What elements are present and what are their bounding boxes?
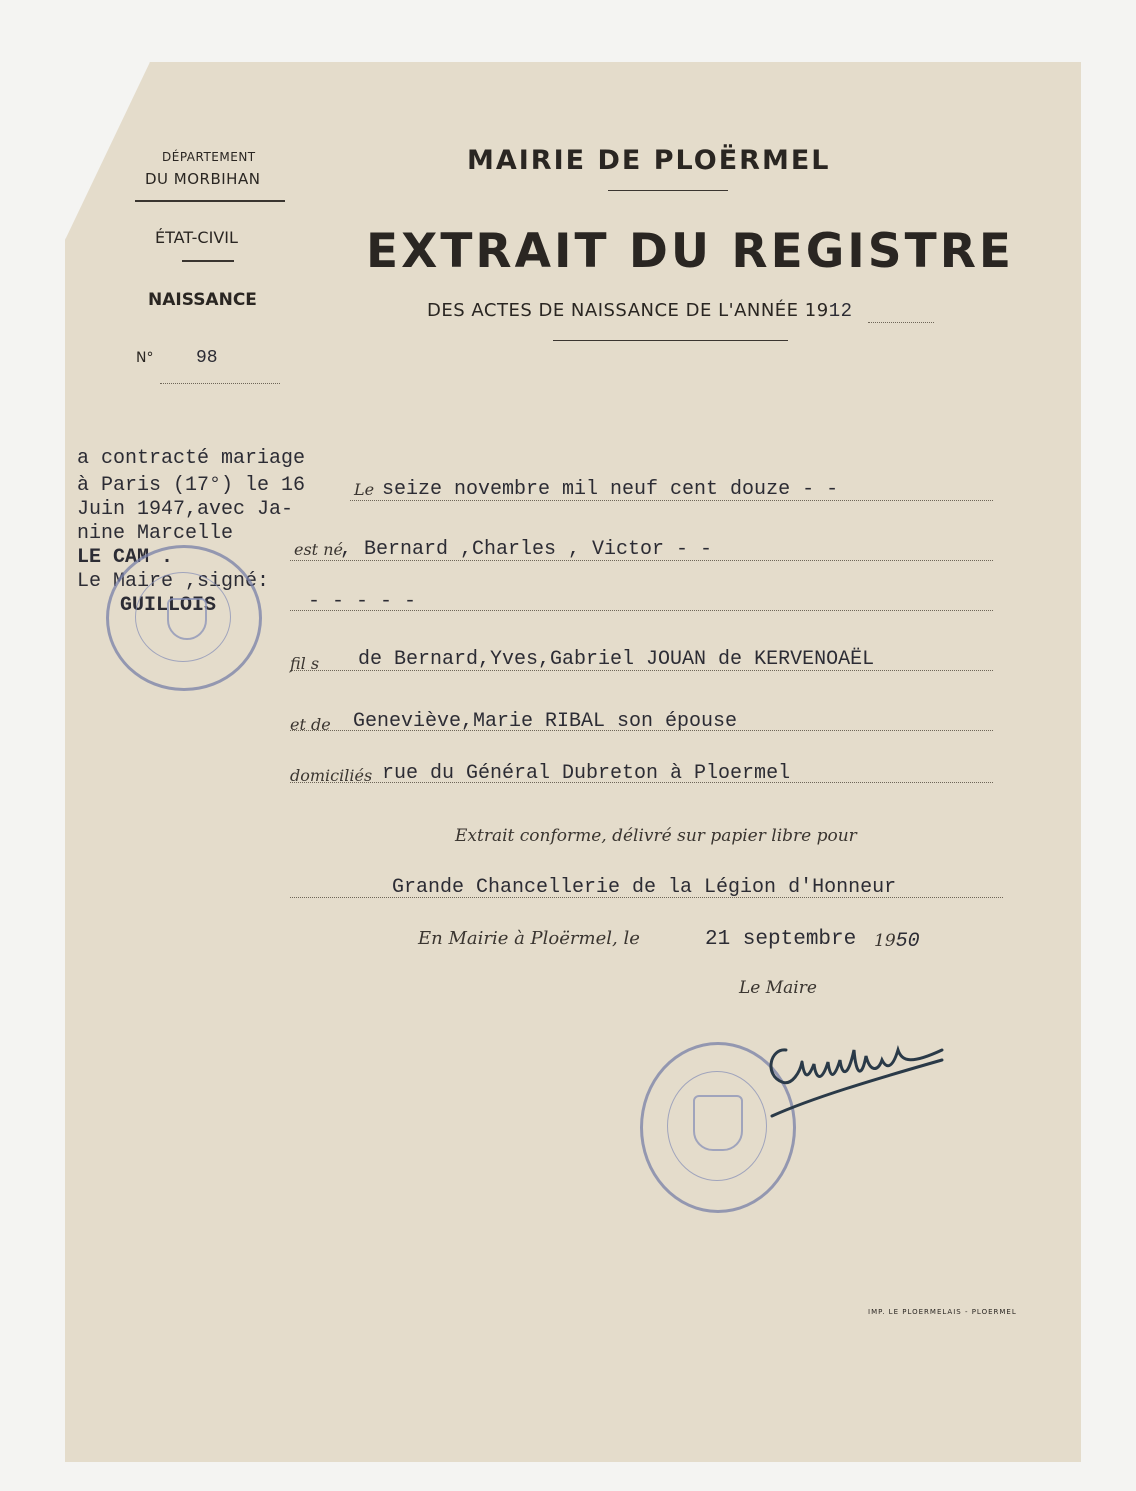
mairie-divider	[608, 190, 728, 191]
line-date	[350, 500, 993, 501]
line-address	[290, 782, 993, 783]
morbihan-label: DU MORBIHAN	[145, 170, 261, 188]
numero-label: N°	[136, 350, 154, 366]
subtitle-year-line	[868, 322, 934, 323]
mayor-signature	[752, 1020, 952, 1130]
fils-label: fil s	[290, 654, 320, 673]
le-maire-label: Le Maire	[739, 978, 817, 998]
domicilies-label: domiciliés	[290, 766, 373, 785]
mairie-title: MAIRIE DE PLOËRMEL	[467, 145, 831, 176]
line-father	[290, 670, 993, 671]
place-label: En Mairie à Ploërmel, le	[418, 928, 640, 949]
numero-line	[160, 383, 280, 384]
le-label: Le	[354, 480, 375, 499]
line-mother	[290, 730, 993, 731]
year-prefix: 19	[874, 931, 896, 951]
printer-imprint: IMP. LE PLOERMELAIS - PLOERMEL	[868, 1308, 1017, 1316]
margin-note-line-3: Juin 1947,avec Ja-	[77, 498, 294, 521]
margin-note-line-5: LE CAM .	[77, 546, 174, 569]
est-ne-label: est né	[294, 540, 343, 559]
dash-filler: - - - - -	[308, 590, 417, 613]
margin-note-line-1: a contracté mariage	[77, 447, 306, 470]
margin-note-line-6: Le Maire ,signé:	[77, 570, 270, 593]
line-dashes	[290, 610, 993, 611]
mairie-stamp-top	[106, 545, 262, 691]
subtitle-year: 12	[828, 300, 853, 322]
departement-label: DÉPARTEMENT	[162, 150, 256, 164]
delivery-date: 21 septembre	[705, 928, 857, 951]
father-name: de Bernard,Yves,Gabriel JOUAN de KERVENOAËL	[358, 648, 875, 671]
delivery-year	[874, 930, 920, 953]
margin-note-line-2: à Paris (17°) le 16	[77, 474, 306, 497]
registre-subtitle	[427, 300, 853, 322]
registre-title: EXTRAIT DU REGISTRE	[366, 224, 1014, 279]
naissance-label: NAISSANCE	[148, 290, 257, 310]
divider-etat-civil	[182, 260, 234, 262]
year-suffix: 50	[895, 930, 920, 953]
subtitle-text: DES ACTES DE NAISSANCE DE L'ANNÉE 19	[427, 300, 829, 321]
numero-value: 98	[196, 348, 218, 368]
subtitle-divider	[553, 340, 788, 341]
etat-civil-label: ÉTAT-CIVIL	[155, 228, 238, 247]
address: rue du Général Dubreton à Ploermel	[382, 762, 791, 785]
extrait-conforme: Extrait conforme, délivré sur papier libre pour	[455, 826, 857, 846]
line-recipient	[290, 897, 1003, 898]
et-de-label: et de	[290, 715, 331, 734]
margin-note-line-4: nine Marcelle	[77, 522, 234, 545]
mother-name: Geneviève,Marie RIBAL son épouse	[353, 710, 738, 733]
divider-morbihan	[135, 200, 285, 202]
recipient: Grande Chancellerie de la Légion d'Honneur	[392, 876, 897, 899]
child-names: , Bernard ,Charles , Victor - -	[340, 538, 713, 561]
margin-note-line-7: GUILLOIS	[120, 594, 217, 617]
birth-date: seize novembre mil neuf cent douze - -	[382, 478, 839, 501]
line-names	[290, 560, 993, 561]
